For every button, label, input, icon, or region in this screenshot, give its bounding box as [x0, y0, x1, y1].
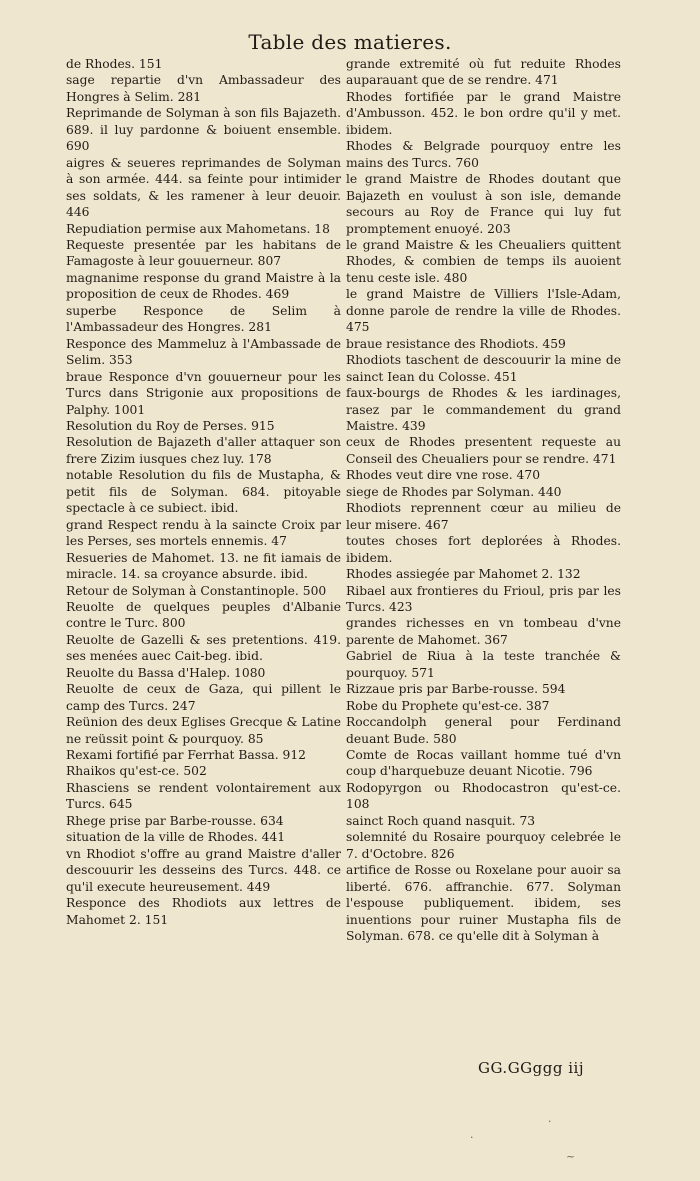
index-entry: Responce des Rhodiots aux lettres de Mahomet 2. 151	[66, 896, 341, 927]
index-entry: sainct Roch quand nasquit. 73	[346, 813, 536, 828]
index-column-left	[66, 56, 341, 928]
index-entry: Rhaikos qu'est-ce. 502	[66, 764, 207, 779]
index-entry: le grand Maistre de Rhodes doutant que Bajazeth en voulust à son isle, demande secours au Roy de France qui luy fut promptement enuoyé. 203	[346, 172, 621, 236]
index-entry: Rhodiots taschent de descouurir la mine de sainct Iean du Colosse. 451	[346, 353, 621, 384]
index-entry: Retour de Solyman à Constantinople. 500	[66, 583, 327, 598]
index-entry: Rhege prise par Barbe-rousse. 634	[66, 813, 284, 828]
index-entry: braue Responce d'vn gouuerneur pour les Turcs dans Strigonie aux propositions de Palphy. 1001	[66, 369, 341, 417]
index-entry: grandes richesses en vn tombeau d'vne parente de Mahomet. 367	[346, 616, 621, 647]
index-entry: magnanime response du grand Maistre à la proposition de ceux de Rhodes. 469	[66, 270, 341, 302]
index-entry: Rexami fortifié par Ferrhat Bassa. 912	[66, 748, 306, 763]
index-entry: Rhodes & Belgrade pourquoy entre les mains des Turcs. 760	[346, 139, 621, 170]
index-entry: Reuolte de Gazelli & ses pretentions. 419. ses menées auec Cait-beg. ibid.	[66, 632, 341, 664]
signature-mark: GG.GGggg iij	[478, 1059, 584, 1077]
index-entry: situation de la ville de Rhodes. 441	[66, 830, 286, 845]
running-title: Table des matieres.	[248, 30, 452, 54]
index-entry: solemnité du Rosaire pourquoy celebrée le 7. d'Octobre. 826	[346, 830, 621, 861]
index-entry: vn Rhodiot s'offre au grand Maistre d'aller descouurir les desseins des Turcs. 448. ce qu'il execute heureusement. 449	[66, 846, 341, 894]
index-entry: Rhodes assiegée par Mahomet 2. 132	[346, 567, 581, 582]
index-entry: toutes choses fort deplorées à Rhodes. ibidem.	[346, 534, 621, 565]
index-entry: Rhasciens se rendent volontairement aux Turcs. 645	[66, 780, 341, 812]
index-entry: Responce des Mammeluz à l'Ambassade de Selim. 353	[66, 336, 341, 368]
index-entry: ceux de Rhodes presentent requeste au Conseil des Cheualiers pour se rendre. 471	[346, 435, 621, 466]
index-entry: Resueries de Mahomet. 13. ne fit iamais de miracle. 14. sa croyance absurde. ibid.	[66, 550, 341, 582]
index-column-right	[346, 56, 621, 944]
index-entry: Reuolte du Bassa d'Halep. 1080	[66, 665, 266, 680]
index-entry: Rodopyrgon ou Rhodocastron qu'est-ce. 108	[346, 780, 621, 812]
index-entry: faux-bourgs de Rhodes & les iardinages, rasez par le commandement du grand Maistre. 439	[346, 386, 621, 433]
index-entry: Resolution du Roy de Perses. 915	[66, 418, 275, 433]
index-entry: Rizzaue pris par Barbe-rousse. 594	[346, 682, 566, 697]
index-entry: Repudiation permise aux Mahometans. 18	[66, 221, 330, 236]
index-entry: Ribael aux frontieres du Frioul, pris par les Turcs. 423	[346, 583, 621, 614]
index-entry: Reuolte de quelques peuples d'Albanie contre le Turc. 800	[66, 599, 341, 631]
index-entry: Resolution de Bajazeth d'aller attaquer son frere Zizim iusques chez luy. 178	[66, 435, 341, 466]
index-entry: Robe du Prophete qu'est-ce. 387	[346, 698, 550, 713]
index-entry: Rhodiots reprennent cœur au milieu de leur misere. 467	[346, 501, 621, 532]
index-entry: grande extremité où fut reduite Rhodes auparauant que de se rendre. 471	[346, 57, 621, 88]
index-entry: le grand Maistre de Villiers l'Isle-Adam, donne parole de rendre la ville de Rhodes. 475	[346, 287, 621, 335]
index-entry: Reprimande de Solyman à son fils Bajazeth. 689. il luy pardonne & boiuent ensemble. 690	[66, 106, 341, 154]
index-entry: de Rhodes. 151	[66, 57, 163, 71]
index-entry: Rhodes veut dire vne rose. 470	[346, 468, 541, 483]
index-entry: Reuolte de ceux de Gaza, qui pillent le camp des Turcs. 247	[66, 682, 341, 713]
index-entry: notable Resolution du fils de Mustapha, & petit fils de Solyman. 684. pitoyable spectacle à ce subiect. ibid.	[66, 468, 341, 516]
index-entry: artifice de Rosse ou Roxelane pour auoir sa liberté. 676. affranchie. 677. Solyman l'espouse publiquement. ibidem, ses inuentions pour ruiner Mustapha fils de Solyman. 678. ce qu'elle dit à Solyman à	[346, 863, 621, 944]
index-entry: Rhodes fortifiée par le grand Maistre d'Ambusson. 452. le bon ordre qu'il y met. ibidem.	[346, 89, 621, 137]
index-entry: siege de Rhodes par Solyman. 440	[346, 484, 562, 499]
index-entry: aigres & seueres reprimandes de Solyman à son armée. 444. sa feinte pour intimider ses soldats, & les ramener à leur deuoir. 446	[66, 155, 341, 220]
index-entry: le grand Maistre & les Cheualiers quittent Rhodes, & combien de temps ils auoient tenu ceste isle. 480	[346, 237, 621, 285]
index-entry: Comte de Rocas vaillant homme tué d'vn coup d'harquebuze deuant Nicotie. 796	[346, 748, 621, 779]
index-entry: grand Respect rendu à la saincte Croix par les Perses, ses mortels ennemis. 47	[66, 517, 341, 549]
index-entry: sage repartie d'vn Ambassadeur des Hongres à Selim. 281	[66, 73, 341, 104]
ink-speck: .	[548, 1112, 552, 1125]
ink-smudge: ~	[566, 1150, 576, 1163]
index-entry: Requeste presentée par les habitans de Famagoste à leur gouuerneur. 807	[66, 237, 341, 269]
index-entry: superbe Responce de Selim à l'Ambassadeur des Hongres. 281	[66, 303, 341, 335]
index-entry: Roccandolph general pour Ferdinand deuant Bude. 580	[346, 715, 621, 746]
index-entry: Gabriel de Riua à la teste tranchée & pourquoy. 571	[346, 649, 621, 680]
index-entry: Reünion des deux Eglises Grecque & Latine ne reüssit point & pourquoy. 85	[66, 715, 341, 746]
index-entry: braue resistance des Rhodiots. 459	[346, 336, 566, 351]
ink-speck: .	[470, 1128, 474, 1141]
